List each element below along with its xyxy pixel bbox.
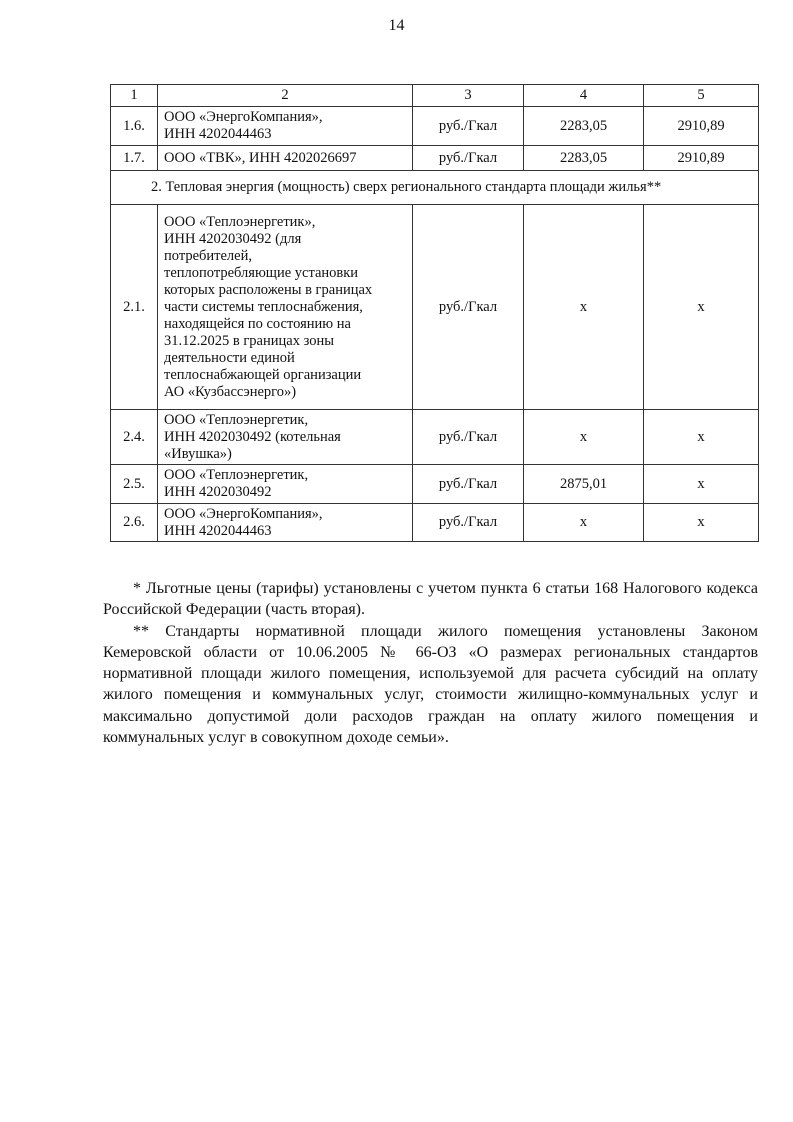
name-line: ООО «ТВК», ИНН 4202026697 <box>164 149 357 166</box>
name-line: потребителей, <box>164 247 252 264</box>
unit-cell: руб./Гкал <box>413 504 524 542</box>
value-col4: х <box>524 410 644 465</box>
value-col4: 2283,05 <box>524 146 644 171</box>
name-line: «Ивушка») <box>164 445 232 462</box>
name-line: теплопотребляющие установки <box>164 264 359 281</box>
header-cell: 3 <box>413 85 524 107</box>
header-cell: 2 <box>158 85 413 107</box>
name-line: которых расположены в границах <box>164 281 373 298</box>
value-col5: 2910,89 <box>644 107 759 146</box>
row-number: 1.7. <box>111 146 158 171</box>
name-line: ИНН 4202030492 <box>164 484 272 500</box>
organization-name <box>158 146 413 171</box>
organization-name <box>158 107 413 146</box>
name-line: ООО «ЭнергоКомпания», <box>164 109 323 125</box>
table-header-row <box>111 85 759 107</box>
name-line: ИНН 4202044463 <box>164 522 272 539</box>
footnote-2: ** Стандарты нормативной площади жилого помещения установлены Законом Кемеровской области от 10.06.2005 № 66-ОЗ «О размерах региональных стандартов нормативной площади жилого помещения, используемой для расчета субсидий на оплату жилого помещения и коммунальных услуг, стоимости жилищно-коммунальных услуг и максимально допустимой доли расходов граждан на оплату жилого помещения и коммунальных услуг в совокупном доходе семьи». <box>103 622 758 747</box>
value-col5: х <box>644 504 759 542</box>
value-col4: 2875,01 <box>524 465 644 504</box>
unit-cell: руб./Гкал <box>413 205 524 410</box>
tariff-table <box>110 84 759 542</box>
header-cell: 5 <box>644 85 759 107</box>
table-row <box>111 107 759 146</box>
value-col5: х <box>644 465 759 504</box>
name-line: 31.12.2025 в границах зоны <box>164 332 334 349</box>
value-col5: 2910,89 <box>644 146 759 171</box>
name-line: ИНН 4202030492 (котельная <box>164 428 341 445</box>
unit-cell: руб./Гкал <box>413 410 524 465</box>
header-cell: 1 <box>111 85 158 107</box>
name-line: находящейся по состоянию на <box>164 315 351 332</box>
row-number: 2.5. <box>111 465 158 504</box>
name-line: ООО «Теплоэнергетик, <box>164 411 309 428</box>
value-col5: х <box>644 410 759 465</box>
unit-cell: руб./Гкал <box>413 465 524 504</box>
organization-name <box>158 205 413 410</box>
organization-name <box>158 410 413 465</box>
table-row <box>111 410 759 465</box>
value-col5: х <box>644 205 759 410</box>
table-row <box>111 504 759 542</box>
unit-cell: руб./Гкал <box>413 107 524 146</box>
name-line: ООО «Теплоэнергетик», <box>164 213 316 230</box>
value-col4: х <box>524 504 644 542</box>
table-row <box>111 205 759 410</box>
name-line: деятельности единой <box>164 349 295 366</box>
name-line: ИНН 4202044463 <box>164 126 272 142</box>
table-row <box>111 146 759 171</box>
name-line: ООО «ЭнергоКомпания», <box>164 505 323 522</box>
row-number: 2.4. <box>111 410 158 465</box>
table-row <box>111 465 759 504</box>
section-title: 2. Тепловая энергия (мощность) сверх регионального стандарта площади жилья** <box>111 171 759 205</box>
unit-cell: руб./Гкал <box>413 146 524 171</box>
row-number: 1.6. <box>111 107 158 146</box>
section-header-row <box>111 171 759 205</box>
footnote-1: * Льготные цены (тарифы) установлены с учетом пункта 6 статьи 168 Налогового кодекса Российской Федерации (часть вторая). <box>103 580 758 619</box>
footnotes <box>103 578 758 748</box>
organization-name <box>158 504 413 542</box>
header-cell: 4 <box>524 85 644 107</box>
value-col4: х <box>524 205 644 410</box>
name-line: части системы теплоснабжения, <box>164 298 363 315</box>
value-col4: 2283,05 <box>524 107 644 146</box>
name-line: ИНН 4202030492 (для <box>164 230 302 247</box>
row-number: 2.1. <box>111 205 158 410</box>
name-line: теплоснабжающей организации <box>164 366 362 383</box>
name-line: ООО «Теплоэнергетик, <box>164 467 309 483</box>
organization-name <box>158 465 413 504</box>
row-number: 2.6. <box>111 504 158 542</box>
page-number: 14 <box>388 17 405 34</box>
name-line: АО «Кузбассэнерго») <box>164 383 297 400</box>
